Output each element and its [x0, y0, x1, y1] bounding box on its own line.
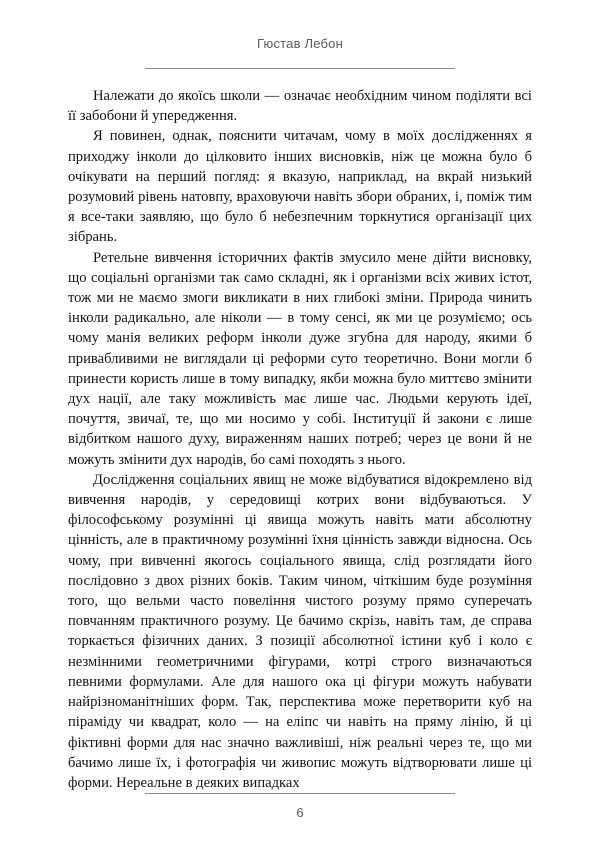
footer-divider-rule: [145, 793, 455, 794]
paragraph: Я повинен, однак, пояснити читачам, чому в моїх дослідженнях я приходжу інколи до цілковито інших висновків, ніж це можна було б очікувати на перший погляд: я вказую, наприклад, на вкрай низький розумовий рівень натовпу, враховуючи навіть збори обраних, і, поміж тим я все-таки заявляю, що було б небезпечним торкнутися організації цих зібрань.: [68, 128, 532, 246]
paragraph: Ретельне вивчення історичних фактів змусило мене дійти висновку, що соціальні організми так само складні, як і організми всіх живих істот, тож ми не маємо змоги викликати в них глибокі зміни. Природа чинить інколи радикально, але ніколи — в тому сенсі, як ми це розуміємо; ось чому манія великих реформ інколи дуже згубна для народу, якими б привабливими не виглядали ці реформи суто теоретично. Вони могли б принести користь лише в тому випадку, якби можна було миттєво змінити дух нації, але таку можливість має лише час. Людьми керують ідеї, почуття, звичаї, те, що ми носимо у собі. Інституції й закони є лише відбитком нашого духу, вираженням наших потреб; через це вони й не можуть змінити дух народів, бо самі походять з нього.: [68, 249, 532, 468]
running-header: [0, 36, 600, 52]
page-number: 6: [296, 805, 304, 820]
body-text-block: [68, 86, 532, 793]
paragraph: Дослідження соціальних явищ не може відбуватися відокремлено від вивчення народів, у середовищі котрих вони відбуваються. У філософському розумінні ці явища можуть навіть мати абсолютну цінність, але в практичному розумінні їхня цінність завжди відносна. Ось чому, при вивченні якогось соціального явища, слід розглядати його послідовно з двох різних боків. Таким чином, чіткішим буде розуміння того, що вельми часто повеління чистого розуму прямо суперечать повчанням практичного розуму. Це бачимо скрізь, навіть там, де справа торкається фізичних даних. З позиції абсолютної істини куб і коло є незмінними геометричними фігурами, котрі строго визначаються певними формулами. Але для нашого ока ці фігури можуть набувати найрізноманітніших форм. Так, перспектива може перетворити куб на піраміду чи квадрат, коло — на еліпс чи навіть на пряму лінію, й ці фіктивні форми для нас значно важливіші, ніж реальні через те, що ми бачимо лише їх, і фотографія чи живопис можуть відтворювати лише ці форми. Нереальне в деяких випадках: [68, 471, 532, 791]
header-divider-rule: [145, 68, 455, 69]
paragraph: Належати до якоїсь школи — означає необхідним чином поділяти всі її забобони й упередження.: [68, 88, 532, 125]
running-header-title: Гюстав Лебон: [257, 36, 343, 51]
